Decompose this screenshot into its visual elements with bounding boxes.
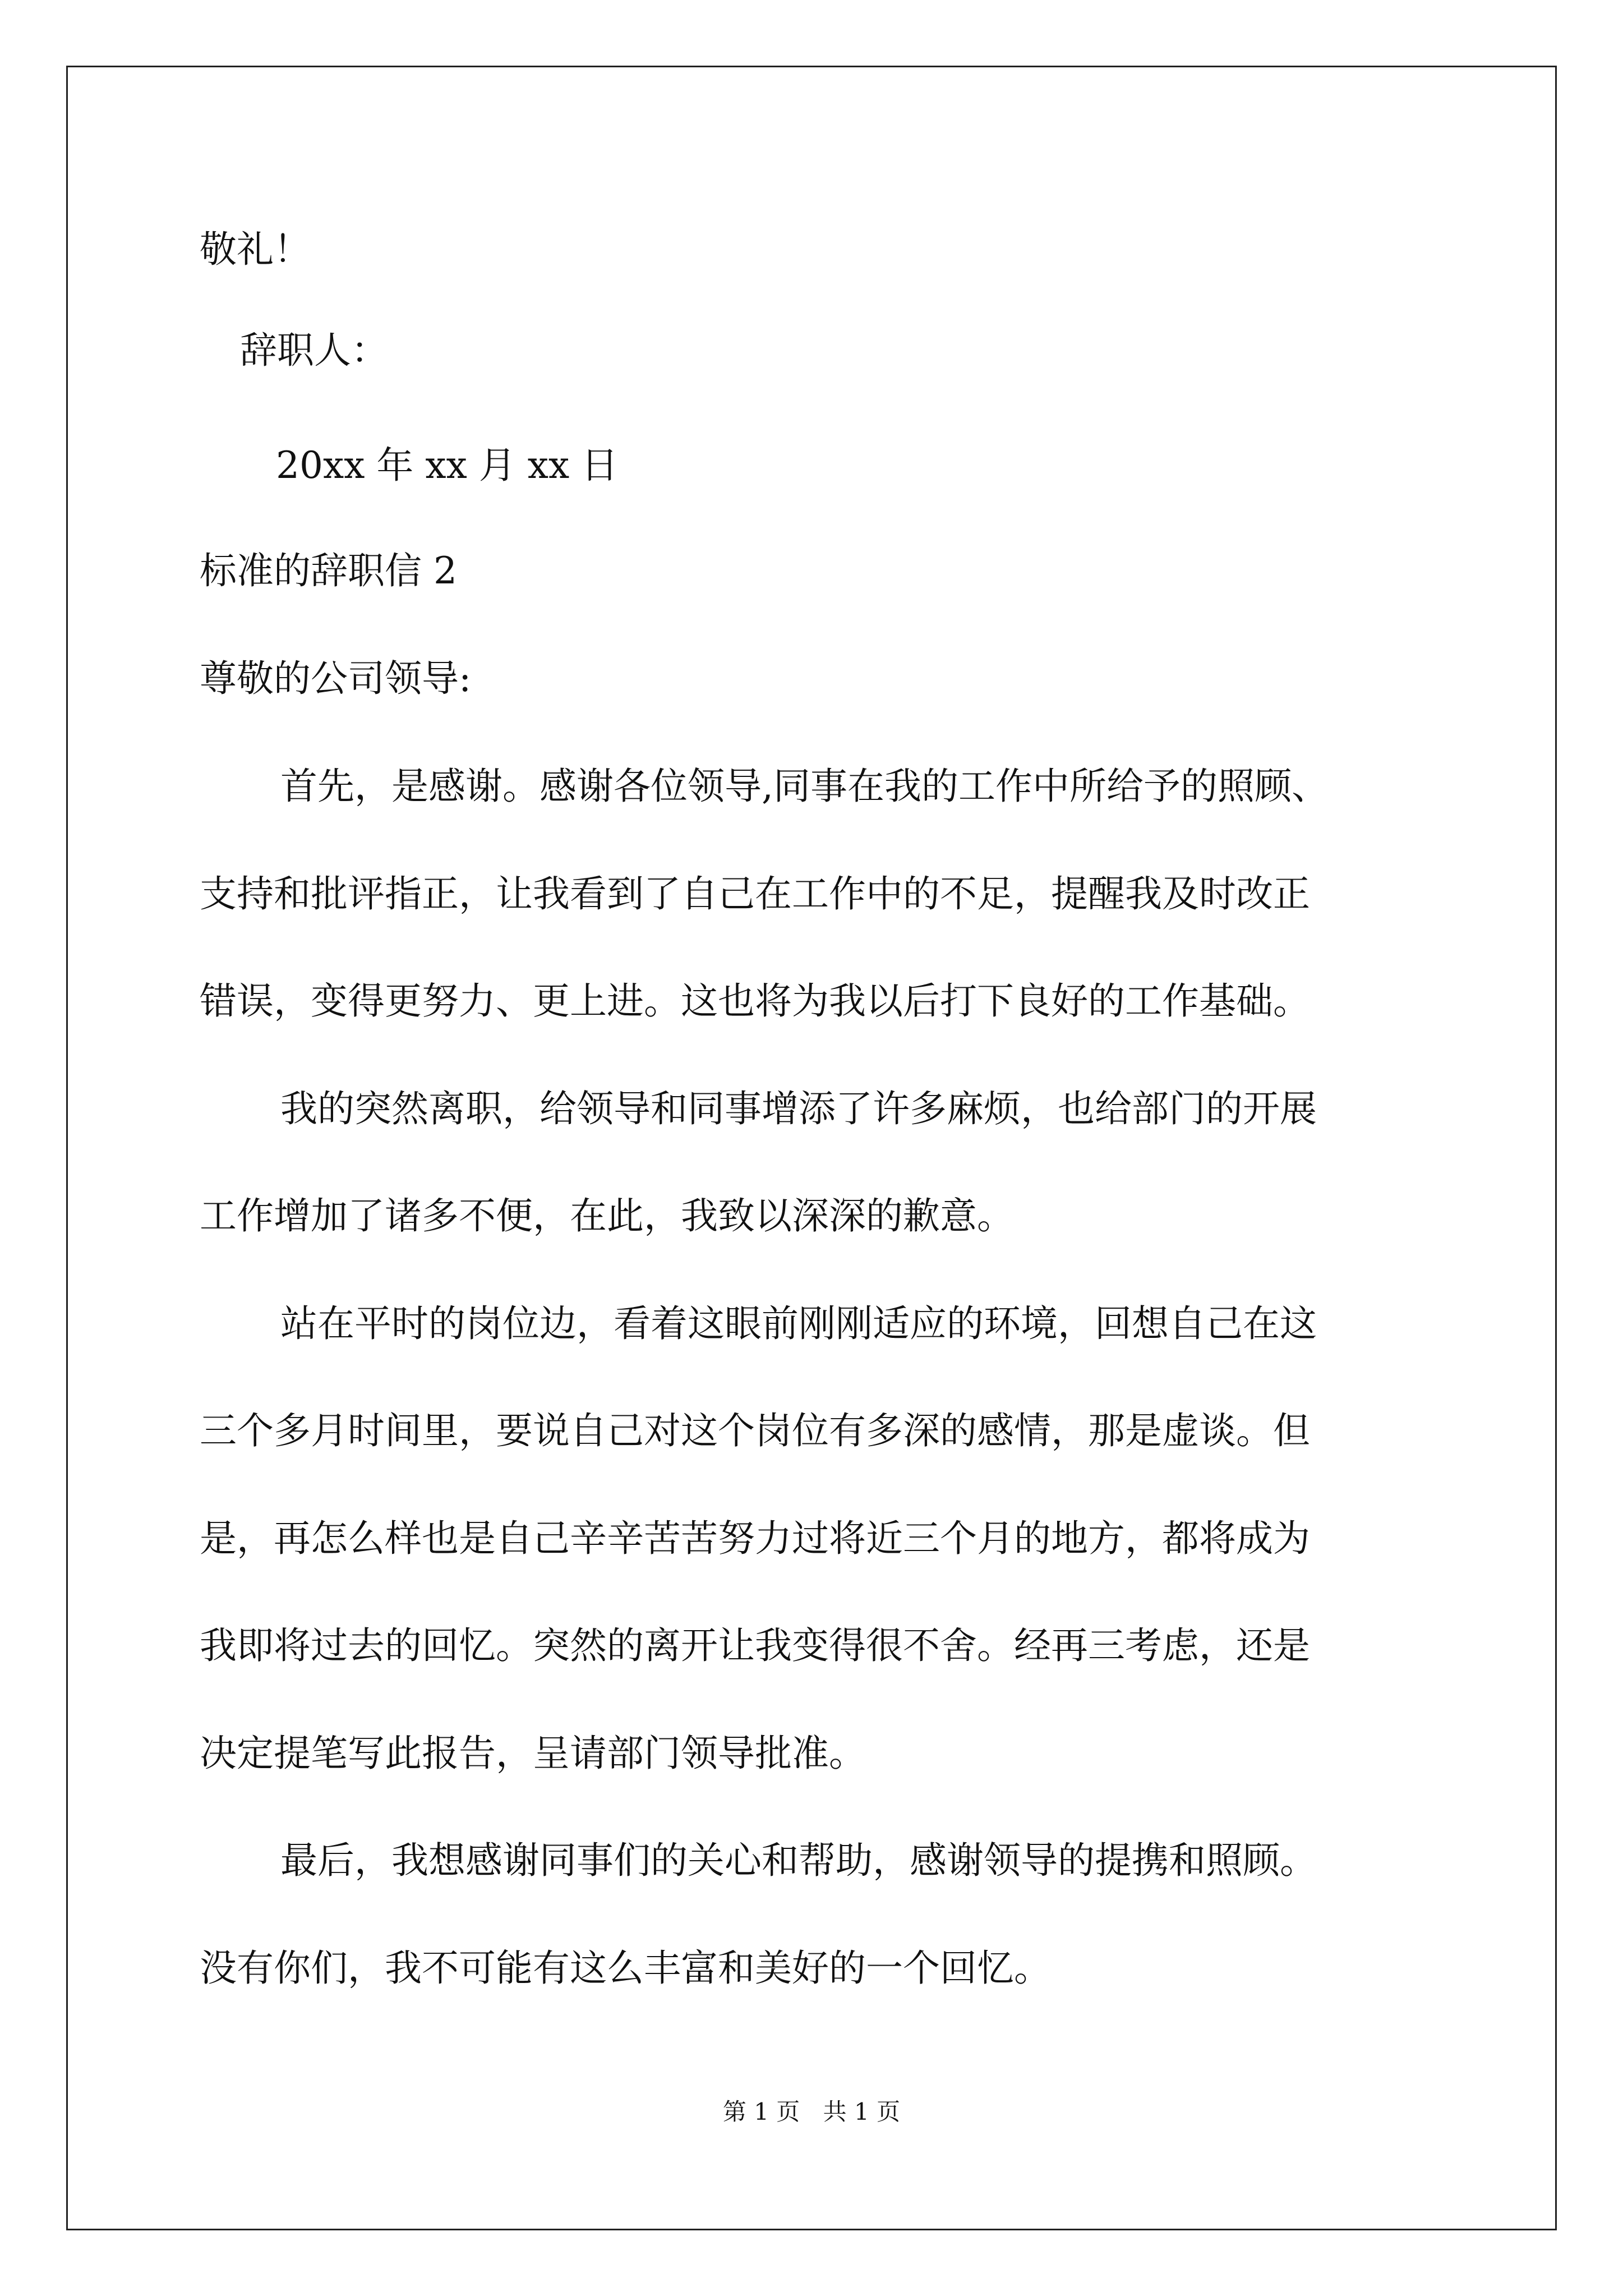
body-line: 工作增加了诸多不便，在此，我致以深深的歉意。 — [200, 1194, 1014, 1237]
body-line: 首先，是感谢。感谢各位领导,同事在我的工作中所给予的照顾、 — [280, 765, 1329, 808]
body-line: 我的突然离职，给领导和同事增添了许多麻烦，也给部门的开展 — [280, 1087, 1317, 1130]
body-line: 站在平时的岗位边，看着这眼前刚刚适应的环境，回想自己在这 — [280, 1302, 1317, 1345]
signer-label: 辞职人： — [240, 329, 388, 372]
body-line: 没有你们，我不可能有这么丰富和美好的一个回忆。 — [200, 1947, 1051, 1990]
body-line: 支持和批评指正，让我看到了自己在工作中的不足，提醒我及时改正 — [200, 872, 1310, 915]
letter-greeting: 尊敬的公司领导: — [200, 657, 472, 700]
body-line: 决定提笔写此报告，呈请部门领导批准。 — [200, 1732, 866, 1775]
body-line: 我即将过去的回忆。突然的离开让我变得很不舍。经再三考虑，还是 — [200, 1624, 1310, 1667]
page-frame — [66, 66, 1557, 2230]
letter-date: 20xx 年 xx 月 xx 日 — [276, 444, 619, 487]
page-total: 共 1 页 — [823, 2098, 901, 2125]
letter-title: 标准的辞职信 2 — [200, 549, 457, 592]
body-line: 是，再怎么样也是自己辛辛苦苦努力过将近三个月的地方，都将成为 — [200, 1517, 1310, 1560]
body-line: 三个多月时间里，要说自己对这个岗位有多深的感情，那是虚谈。但 — [200, 1409, 1310, 1452]
body-line: 错误，变得更努力、更上进。这也将为我以后打下良好的工作基础。 — [200, 979, 1310, 1023]
closing-salute: 敬礼！ — [200, 228, 311, 271]
body-line: 最后，我想感谢同事们的关心和帮助，感谢领导的提携和照顾。 — [280, 1839, 1317, 1882]
page-footer — [0, 2098, 1623, 2126]
page-number: 第 1 页 — [722, 2098, 800, 2125]
